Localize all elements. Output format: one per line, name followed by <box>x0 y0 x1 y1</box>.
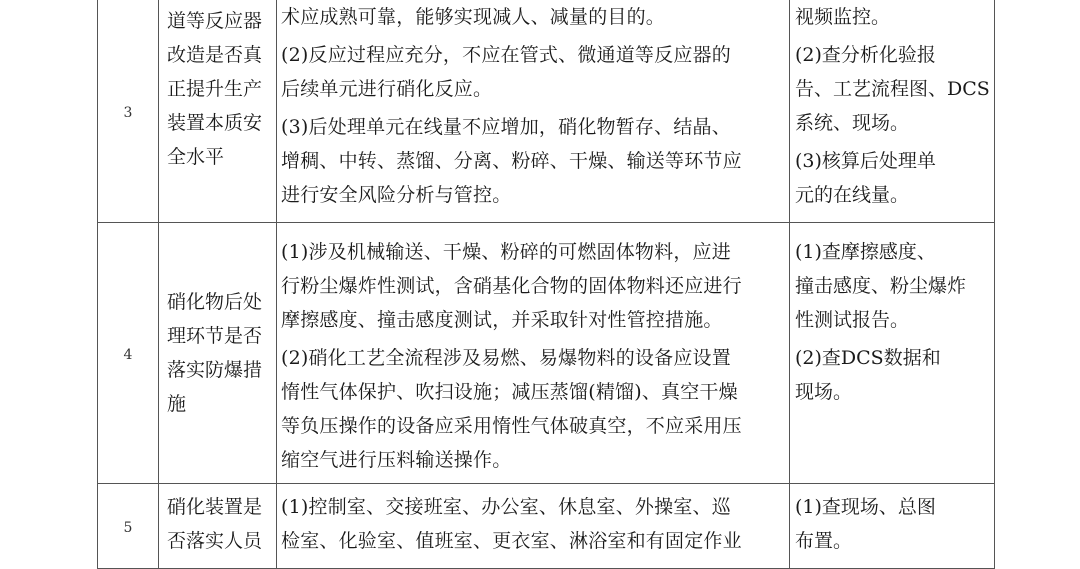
requirement-line: (1)涉及机械输送、干燥、粉碎的可燃固体物料，应进 <box>281 241 731 263</box>
requirement-line: 等负压操作的设备应采用惰性气体破真空，不应采用压 <box>281 415 742 437</box>
check-item-line: 正提升生产 <box>167 78 263 100</box>
check-method-line: (1)查现场、总图 <box>795 496 936 518</box>
check-method-line: 告、工艺流程图、DCS <box>795 78 990 100</box>
requirement-line: 术应成熟可靠，能够实现减人、减量的目的。 <box>281 6 666 28</box>
check-method-line: (1)查摩擦感度、 <box>795 241 936 263</box>
inspection-table <box>97 0 995 569</box>
check-item-line: 理环节是否 <box>167 325 263 347</box>
check-method-line: 性测试报告。 <box>795 309 910 331</box>
check-item-line: 硝化物后处 <box>167 291 263 313</box>
check-method-cell <box>790 0 995 223</box>
check-item-line: 装置本质安 <box>167 112 263 134</box>
check-item-cell <box>159 0 277 223</box>
requirement-line: (2)反应过程应充分，不应在管式、微通道等反应器的 <box>281 44 731 66</box>
row-number: 5 <box>123 519 133 536</box>
table-row <box>98 0 995 223</box>
check-method-line: (3)核算后处理单 <box>795 150 936 172</box>
requirement-line: 惰性气体保护、吹扫设施；减压蒸馏(精馏)、真空干燥 <box>281 381 738 403</box>
requirement-line: (2)硝化工艺全流程涉及易燃、易爆物料的设备应设置 <box>281 347 731 369</box>
row-number: 3 <box>123 104 133 121</box>
requirement-line: 进行安全风险分析与管控。 <box>281 184 512 206</box>
check-method-cell <box>790 223 995 484</box>
requirement-line: 后续单元进行硝化反应。 <box>281 78 493 100</box>
requirement-cell <box>277 0 790 223</box>
check-method-line: (2)查分析化验报 <box>795 44 936 66</box>
check-item-cell <box>159 223 277 484</box>
check-method-line: 布置。 <box>795 530 853 552</box>
table-row <box>98 223 995 484</box>
check-item-line: 全水平 <box>167 146 225 168</box>
row-number-cell <box>98 0 159 223</box>
check-method-line: 视频监控。 <box>795 6 891 28</box>
requirement-line: 行粉尘爆炸性测试，含硝基化合物的固体物料还应进行 <box>281 275 742 297</box>
check-item-line: 否落实人员 <box>167 530 263 552</box>
check-method-line: 元的在线量。 <box>795 184 910 206</box>
row-number-cell <box>98 223 159 484</box>
check-item-line: 道等反应器 <box>167 10 263 32</box>
requirement-line: (3)后处理单元在线量不应增加，硝化物暂存、结晶、 <box>281 116 731 138</box>
check-item-line: 硝化装置是 <box>167 496 263 518</box>
check-method-line: 现场。 <box>795 381 853 403</box>
requirement-line: 缩空气进行压料输送操作。 <box>281 449 512 471</box>
requirement-cell <box>277 223 790 484</box>
requirement-line: 增稠、中转、蒸馏、分离、粉碎、干燥、输送等环节应 <box>281 150 742 172</box>
check-method-line: 系统、现场。 <box>795 112 910 134</box>
requirement-line: 检室、化验室、值班室、更衣室、淋浴室和有固定作业 <box>281 530 742 552</box>
check-item-line: 施 <box>167 393 187 415</box>
requirement-line: 摩擦感度、撞击感度测试，并采取针对性管控措施。 <box>281 309 723 331</box>
check-method-line: 撞击感度、粉尘爆炸 <box>795 275 967 297</box>
check-item-line: 改造是否真 <box>167 44 263 66</box>
check-method-line: (2)查DCS数据和 <box>795 347 941 369</box>
row-number: 4 <box>123 346 133 363</box>
check-item-line: 落实防爆措 <box>167 359 263 381</box>
requirement-line: (1)控制室、交接班室、办公室、休息室、外操室、巡 <box>281 496 731 518</box>
